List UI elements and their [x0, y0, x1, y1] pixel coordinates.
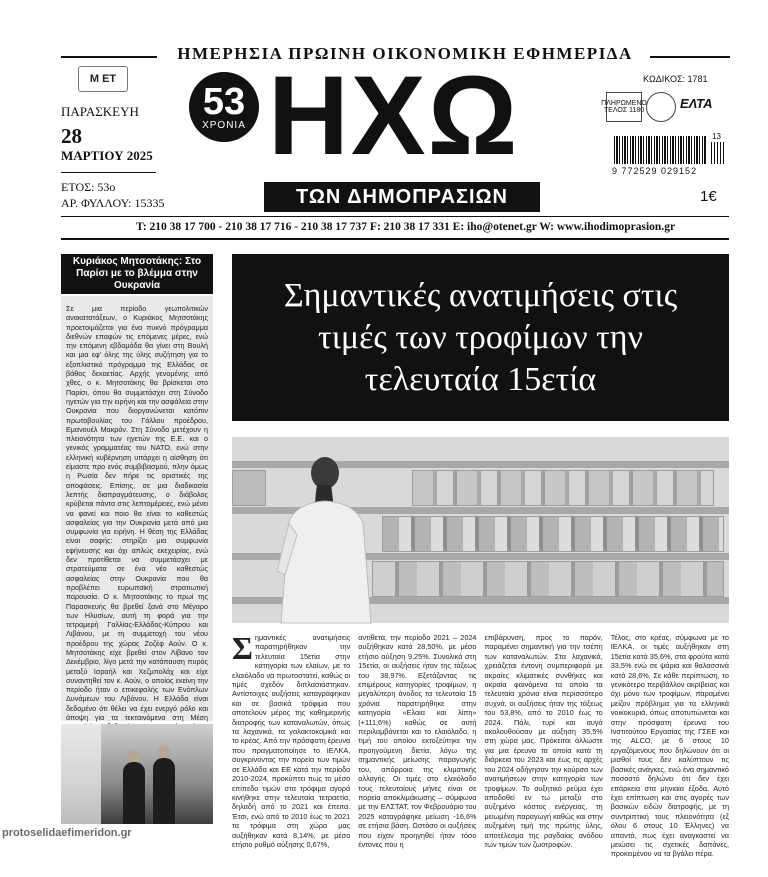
- side-story-photo: [61, 724, 213, 824]
- shopper-figure: [267, 451, 377, 623]
- publisher-logo: Μ ΕΤ: [78, 66, 128, 92]
- watermark: protoselidaefimeridon.gr: [2, 827, 132, 839]
- masthead-rule-right: [650, 56, 730, 58]
- main-story-photo: [232, 437, 729, 623]
- contact-line: T: 210 38 17 700 - 210 38 17 716 - 210 38 17 737 F: 210 38 17 331 E: iho@otenet.gr W: www.ihodimoprasion.gr: [136, 221, 676, 233]
- article-column: επιβάρυνση, προς το παρόν, παραμένει σημαντική για την τσέπη των καταναλωτών. Στα λαχανικά, χρειάζεται έντονη συμπεριφορά με ακραίες κλιματικές συνθήκες και ακραία φαινόμενα τα οποία τα τελευταία χρόνια είναι περισσότερο συχνά, οι αυξήσεις ήταν της τάξεως του 53,8%, από το 2010 έως το 2024. Πάλι, τυρί και αυγά ακολουθούσαν με αύξηση 35,5% στη χώρα μας. Πρόκειται άλλωστε για μια έρευνα τα οποία κατά τη διάρκεια του 2023 και έως τις αρχές του 2024 οδήγησαν την κούρσα των ανατιμήσεων στην κατηγορία των τροφίμων. Το αυξητικό ρεύμα έχει αποδοθεί εν τω μεταξύ στο αυξημένο κόστος ενέργειας, τη μειωμένη παραγωγή καθώς και στην αυξημένη τιμή της πρώτης ύλης, αποτέλεσμα της ραγδαίας ανόδου των τιμών των ζωοτροφών.: [484, 633, 603, 849]
- product-row: [412, 470, 714, 506]
- elta-logo: ΕΛΤΑ: [680, 96, 713, 111]
- postage-stamp: ΠΛΗΡΩΜΕΝΟ ΤΕΛΟΣ 1180: [606, 92, 642, 122]
- person-figure: [153, 758, 175, 824]
- anniversary-badge: [189, 72, 259, 142]
- person-figure: [123, 762, 145, 824]
- side-story-headline: Κυριάκος Μητσοτάκης: Στο Παρίσι με το βλέμμα στην Ουκρανία: [61, 254, 213, 294]
- seal-icon: [646, 92, 676, 122]
- barcode-addon: 13: [712, 132, 721, 141]
- article-column-text: ημαντικές ανατιμήσεις παρατηρήθηκαν την τελευταία 15ετία στην κατηγορία των ελαίων, με το ελαιόλαδο να πρωτοστατεί, καθώς οι τιμές σχεδόν διπλασιάστηκαν. Αντίστοιχες αυξήσεις καταγράφηκαν και σε βασικά τρόφιμα που αποτελούν μέρος της καθημερινής διατροφής των καταναλωτών, όπως τα λαχανικά, τα γαλακτοκομικά και το κρέας. Από την πρόσφατη έρευνα που πραγματοποίησε το ΙΕΛΚΑ, συγκρίνοντας την πορεία των τιμών σε Ελλάδα και ΕΕ κατά την περίοδο 2010-2024, προκύπτει πως το μέσο επίπεδο τιμών στα τρόφιμα αγορά κινήθηκε στην τελευταία τετραετία, δηλαδή από το 2021 και έπειτα. Έτσι, ενώ από το 2010 έως το 2021 τα τρόφιμα στη χώρα μας αυξήθηκαν κατά 8,14%, με μέσο ετήσιο ρυθμό αύξησης 0,67%,: [232, 633, 351, 849]
- main-story-body: [232, 630, 729, 859]
- masthead-rule-left: [61, 56, 157, 58]
- barcode-icon: [614, 136, 706, 164]
- contact-rule-bottom: [61, 238, 729, 240]
- product-code: ΚΩΔΙΚΟΣ: 1781: [643, 74, 708, 84]
- issue-day: ΠΑΡΑΣΚΕΥΗ: [61, 104, 139, 119]
- side-story-body: [61, 296, 213, 721]
- photo-window: [61, 724, 101, 824]
- newspaper-subtitle: ΤΩΝ ΔΗΜΟΠΡΑΣΙΩΝ: [264, 182, 540, 212]
- meta-divider: [61, 172, 156, 173]
- product-row: [232, 470, 266, 506]
- issue-number: ΑΡ. ΦΥΛΛΟΥ: 15335: [61, 196, 165, 210]
- article-column: [232, 630, 351, 849]
- barcode-addon-icon: [711, 142, 725, 164]
- issue-date-number: 28: [61, 124, 82, 148]
- contact-rule-top: [61, 216, 729, 217]
- main-headline: Σημαντικές ανατιμήσεις στις τιμές των τροφίμων την τελευταία 15ετία: [283, 276, 678, 398]
- price: 1€: [700, 188, 717, 205]
- dropcap: Σ: [232, 630, 253, 666]
- anniversary-number: 53: [202, 81, 246, 123]
- product-row: [382, 516, 724, 552]
- masthead-tagline: ΗΜΕΡΗΣΙΑ ΠΡΩΙΝΗ ΟΙΚΟΝΟΜΙΚΗ ΕΦΗΜΕΡΙΔΑ: [177, 44, 633, 63]
- newspaper-title: ΗΧΩ: [268, 53, 520, 178]
- issue-year: ΕΤΟΣ: 53ο: [61, 180, 116, 194]
- barcode-number: 9 772529 029152: [612, 166, 698, 176]
- side-story-text: Σε μια περίοδο γεωπολιτικών ανακατατάξεων, ο Κυριάκος Μητσοτάκης προετοιμάζεται για ένα πυκνό πρόγραμμα διεθνών επαφών τις επόμενες μέρες, ενώ την επόμενη εβδομάδα θα γίνει στη Βουλή και μια εφ' όλης της ύλης συζήτηση για το εξοπλιστικό πρόγραμμα της Ελλάδας σε βάθος δεκαετίας. Αρχής γενομένης από χθες, ο κ. Μητσοτάκης θα βρίσκεται στο Παρίσι, όπου θα συμμετάσχει στη Σύνοδο ηγετών για την ειρήνη και την ασφάλεια στην Ουκρανία που διοργανώνεται κατόπιν πρωτοβουλίας του Γάλλου προέδρου, Εμανουέλ Μακρόν. Στη Σύνοδο μετέχουν η πλειονότητα των ηγετών της Ε.Ε. και ο γενικός γραμματέας του ΝΑΤΟ, ενώ στην ελληνική κυβέρνηση υπάρχει η αίσθηση ότι είμαστε προ ενός συμβιβασμού, πλην όμως η Ρωσία δεν πήρε τις οριστικές της αποφάσεις. Επίσης, σε μια διαδικασία λεπτής διαπραγμάτευσης, ο διάβολος κρύβεται πάντα στις λεπτομέρειες, ενώ μένει να φανεί και ποιο θα είναι το καθεστώς ασφαλείας για την Ουκρανία μετά από μια συμφωνία για ειρήνη. Η θέση της Ελλάδας είναι σαφής: στηρίζει μια συμφωνία εφήνευσης και όχι απλώς εκεχειρίας, ενώ δεν προτίθεται να συμμετάσχει με στρατεύματα σε ένα νέο καθεστώς ασφαλείας στην Ουκρανία που θα προβλέπει ευρωπαϊκή στρατιωτική παρουσία. Ο κ. Μητσοτάκης το πρωί της Παρασκευής θα βρεθεί ξανά στο Μέγαρο των Ηλυσίων, αυτή τη φορά για την τετραμερή Γαλλίας-Ελλάδος-Κύπρου και Λιβάνου, με τη συμμετοχή του νέου προέδρου της χώρας Ζοζέφ Αούν. Ο κ. Μητσοτάκης είχε βρεθεί στον Λίβανο τον Δεκέμβριο, λίγο μετά την κατάπαυση πυρός μεταξύ Ισραήλ και Χεζμπολάχ και είχε συναντηθεί τον κ. Αούν, ο οποίος εκείνη την περίοδο ήταν ο επικεφαλής των Ενόπλων Δυνάμεων του Λιβάνου. Η Ελλάδα είναι δεδομένο ότι θέλει να έχει ενεργό ρόλο και άποψη για τα τεκταινόμενα στη Μέση: [66, 304, 208, 723]
- main-headline-box: [232, 254, 729, 421]
- article-column: αντίθετα, την περίοδο 2021 – 2024 αυξήθηκαν κατά 28,50%, με μέσο ετήσιο αύξηση 9,25%. Συνολικά στη 15ετία, οι αυξήσεις ήταν της τάξεως του 38,97%. Εξετάζοντας τις επιμέρους κατηγορίες τροφίμων, η μεγαλύτερη άνοδος τα τελευταία 15 χρόνια παρατηρήθηκε στην κατηγορία «Ελαια και λίπη» (+111,6%) καθώς σε αυτή περιλαμβάνεται και το ελαιόλαδο, η τιμή του οποίου εκτοξεύτηκε την προηγούμενη διετία, λόγω της σημαντικής μείωσης παραγωγής του, απόρροια της κλιματικής αλλαγής. Οι τιμές στο ελαιόλαδο τους τελευταίους μήνες είναι σε πορεία αποκλιμάκωσης – σύμφωνα με την ΕΛΣΤΑΤ, τον Φεβρουάριο του 2025 καταγράφηκε μείωση -16,6% σε ετήσια βάση. Ωστόσο οι αυξήσεις που είχαν προηγηθεί ήταν τόσο έντονες που η: [358, 633, 477, 849]
- anniversary-label: ΧΡΟΝΙΑ: [202, 120, 246, 131]
- article-column: Τέλος, στο κρέας, σύμφωνα με το ΙΕΛΚΑ, οι τιμές αυξήθηκαν στη 15ετία κατά 35,6%, στα φρούτα κατά 33,5% ενώ σε ψάρια και θαλασσινά κατά 28,6%. Σε κάθε περίπτωση, το γενικότερο περιβάλλον ακρίβειας και όχι μόνο των τροφίμων, παραμένει μείζον πρόβλημα για τα ελληνικά νοικοκυριά, όπως αποτυπώνεται και στην πρόσφατη έρευνα του Ινστιτούτου Εργασίας της ΓΣΕΕ και της ALCO, με 6 στους 10 εργαζόμενους που δηλώνουν ότι οι μισθοί τους δεν καλύπτουν τις βασικές ανάγκες, ενώ ένα σημαντικό ποσοστό δηλώνει ότι δεν έχει επάρκεια στα μηνιαία έξοδα. Αυτό έχει επίπτωση και στις αγορές των βασικών ειδών διατροφής, με τη συντριπτική τους πλειονότητα (εξ όλου 6 στους 10 Έλληνες) να απαντά, πως έχει αναγκαστεί να μειώσει τις σχετικές δαπάνες, προκειμένου να τα βγάλει πέρα.: [610, 633, 729, 859]
- issue-month-year: ΜΑΡΤΙΟΥ 2025: [61, 148, 153, 163]
- product-row: [372, 561, 724, 597]
